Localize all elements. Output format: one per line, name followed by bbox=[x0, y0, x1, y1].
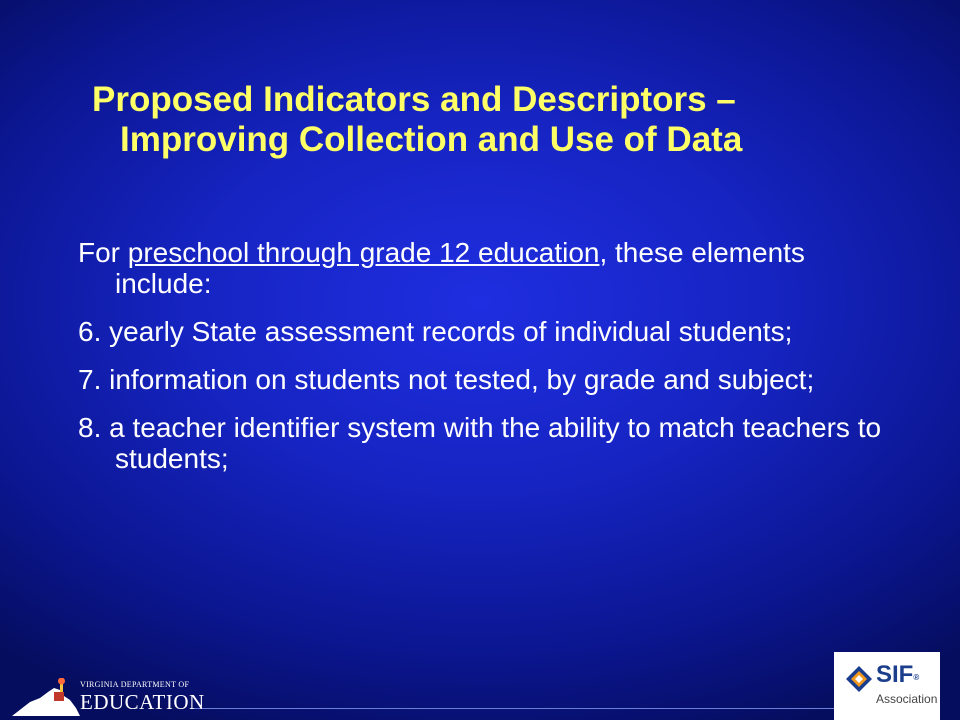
slide-title-line-2: Improving Collection and Use of Data bbox=[120, 120, 743, 159]
vdoe-logo-top-text: VIRGINIA DEPARTMENT OF bbox=[80, 680, 190, 689]
slide-title bbox=[92, 80, 912, 160]
sif-diamond-icon bbox=[844, 664, 874, 694]
intro-suffix: , these elements include: bbox=[115, 237, 805, 299]
footer-divider bbox=[190, 708, 840, 709]
slide-body bbox=[78, 237, 908, 491]
list-item-7: 7. information on students not tested, by grade and subject; bbox=[78, 364, 815, 395]
list-item-6: 6. yearly State assessment records of individual students; bbox=[78, 316, 793, 347]
vdoe-logo bbox=[0, 676, 205, 720]
virginia-state-icon bbox=[10, 678, 82, 718]
slide-title-line-1: Proposed Indicators and Descriptors – bbox=[92, 80, 736, 119]
intro-paragraph bbox=[78, 237, 908, 299]
vdoe-logo-bottom-text: EDUCATION bbox=[80, 690, 205, 714]
list-item-8: 8. a teacher identifier system with the ability to match teachers to students; bbox=[78, 412, 882, 474]
sif-logo-subtitle: Association bbox=[876, 692, 938, 706]
sif-logo-name: SIF® bbox=[876, 661, 920, 688]
sif-association-logo bbox=[834, 652, 940, 720]
sif-registered-mark: ® bbox=[913, 673, 920, 682]
intro-prefix: For bbox=[78, 237, 128, 268]
intro-underlined-phrase: preschool through grade 12 education bbox=[127, 237, 600, 268]
